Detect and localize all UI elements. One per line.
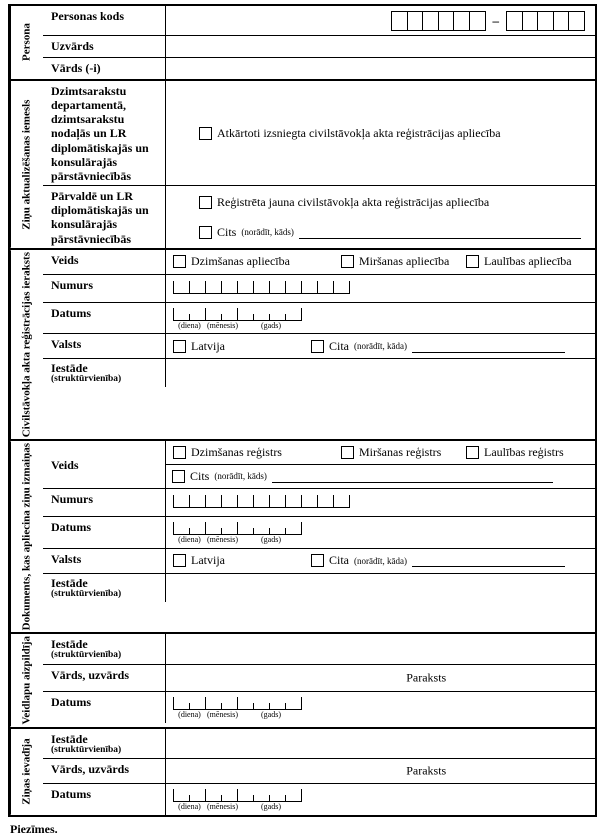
checkbox-icon[interactable]: [311, 340, 324, 353]
checkbox-mirsanas-aplieciba[interactable]: [341, 254, 466, 269]
form-table: [8, 4, 597, 817]
kods-group-1[interactable]: [391, 11, 486, 31]
iemesls-row2-label: Pārvaldē un LR diplomātiskajās un konsulārajās pārstāvniecībās: [43, 186, 166, 248]
ievadija-iestade-field[interactable]: [166, 729, 595, 758]
row-aizpildija-iestade: [43, 634, 595, 664]
section-iemesls-body: [43, 81, 595, 248]
date-comb-cells[interactable]: [173, 308, 302, 321]
dokuments-veids-options-line: [166, 441, 595, 464]
dokuments-veids-options: [172, 445, 589, 460]
iestade-sub-label: (struktūrvienība): [51, 745, 122, 756]
checkbox-icon[interactable]: [311, 554, 324, 567]
row-ievadija-iestade: [43, 729, 595, 758]
akts-numurs-label: Numurs: [43, 275, 166, 302]
dokuments-iestade-label: [43, 574, 166, 602]
menesis-label: (mēnesis): [206, 802, 239, 811]
notes-label: Piezīmes.: [10, 821, 58, 836]
row-ievadija-datums: [43, 783, 595, 815]
iemesls-row2-field: [166, 186, 595, 248]
date-comb-labels: [173, 802, 305, 812]
checkbox-cits-dokuments[interactable]: [172, 469, 267, 484]
dokuments-datums-field: [166, 517, 595, 548]
row-dokuments-veids: [43, 441, 595, 488]
kods-digit-box[interactable]: [422, 11, 439, 31]
checkbox-dzimsanas-registrs[interactable]: [173, 445, 341, 460]
checkbox-label: Cita: [329, 338, 349, 353]
checkbox-icon[interactable]: [199, 226, 212, 239]
section-iemesls-title: Ziņu aktualizēšanas iemesls: [10, 81, 43, 248]
date-comb-input[interactable]: [173, 522, 305, 545]
checkbox-registreta-jauna[interactable]: [199, 195, 489, 210]
section-ievadija: [10, 727, 595, 815]
iestade-main-label: Iestāde: [51, 361, 88, 376]
diena-label: (diena): [178, 320, 201, 330]
checkbox-icon[interactable]: [341, 446, 354, 459]
kods-digit-box[interactable]: [391, 11, 408, 31]
checkbox-label: Cits: [190, 468, 210, 483]
menesis-label: (mēnesis): [206, 534, 239, 544]
row-dokuments-valsts: [43, 548, 595, 573]
aizpildija-datums-field: [166, 692, 595, 723]
checkbox-label: Laulības apliecība: [484, 254, 572, 269]
uzvards-label: Uzvārds: [43, 36, 166, 57]
section-ievadija-title: Ziņas ievadīja: [10, 729, 43, 815]
diena-label: (diena): [178, 802, 201, 811]
section-dokuments-title: Dokuments, kas apliecina ziņu izmaiņas: [10, 441, 43, 632]
checkbox-icon[interactable]: [466, 446, 479, 459]
akts-datums-label: Datums: [43, 303, 166, 334]
checkbox-dzimsanas-aplieciba[interactable]: [173, 254, 341, 269]
menesis-label: (mēnesis): [206, 710, 239, 720]
kods-digit-box[interactable]: [522, 11, 539, 31]
checkbox-icon[interactable]: [173, 255, 186, 268]
cits-hint: (norādīt, kāds): [241, 227, 294, 238]
iemesls-cits-line: [166, 218, 595, 246]
date-comb-cells[interactable]: [173, 522, 302, 535]
iestade-sub-label: (struktūrvienība): [51, 374, 122, 385]
dokuments-numurs-label: Numurs: [43, 489, 166, 516]
checkbox-icon[interactable]: [199, 196, 212, 209]
akts-datums-field: [166, 303, 595, 334]
checkbox-label: Miršanas apliecība: [359, 254, 450, 269]
iestade-main-label: Iestāde: [51, 731, 88, 746]
section-ievadija-body: [43, 729, 595, 815]
section-dokuments-body: [43, 441, 595, 632]
date-comb-labels: [173, 710, 305, 720]
dokuments-veids-field: [166, 441, 595, 488]
section-persona: [10, 6, 595, 79]
akts-veids-options: [172, 254, 589, 269]
gads-label: (gads): [261, 534, 281, 544]
date-comb-input[interactable]: [173, 789, 305, 812]
aizpildija-vards-label: Vārds, uzvārds: [43, 665, 166, 691]
gads-label: (gads): [261, 710, 281, 720]
personas-kods-input[interactable]: [391, 11, 585, 31]
kods-digit-box[interactable]: [453, 11, 470, 31]
iestade-main-label: Iestāde: [51, 637, 88, 652]
checkbox-latvija[interactable]: [173, 553, 311, 568]
iestade-main-label: Iestāde: [51, 575, 88, 590]
section-persona-title: Persona: [10, 6, 43, 79]
checkbox-latvija[interactable]: [173, 339, 311, 354]
dokuments-veids-label: [43, 441, 166, 488]
menesis-label: (mēnesis): [206, 320, 239, 330]
kods-separator: –: [492, 12, 499, 28]
row-akts-veids: [43, 250, 595, 274]
kods-digit-box[interactable]: [537, 11, 554, 31]
paraksts-label: Paraksts: [406, 670, 447, 685]
date-comb-cells[interactable]: [173, 697, 302, 710]
personas-kods-field[interactable]: [166, 6, 595, 35]
kods-digit-box[interactable]: [506, 11, 523, 31]
diena-label: (diena): [178, 534, 201, 544]
cita-fill-line[interactable]: [412, 340, 565, 353]
checkbox-label: Dzimšanas reģistrs: [191, 444, 282, 459]
ievadija-vards-field[interactable]: [166, 759, 595, 783]
row-uzvards: [43, 35, 595, 57]
akts-veids-field: [166, 250, 595, 274]
checkbox-label: Cits: [217, 224, 237, 239]
cits-hint: (norādīt, kāds): [214, 471, 267, 482]
ievadija-datums-label: Datums: [43, 784, 166, 815]
row-akts-numurs: [43, 274, 595, 302]
row-ievadija-vards: [43, 758, 595, 783]
checkbox-icon[interactable]: [199, 127, 212, 140]
kods-digit-box[interactable]: [553, 11, 570, 31]
checkbox-label: Atkārtoti izsniegta civilstāvokļa akta reģistrācijas apliecība: [217, 125, 501, 140]
aizpildija-iestade-field[interactable]: [166, 634, 595, 664]
kods-group-2[interactable]: [506, 11, 585, 31]
personas-kods-label: Personas kods: [43, 6, 166, 35]
date-comb-cells[interactable]: [173, 789, 302, 802]
kods-digit-box[interactable]: [407, 11, 424, 31]
numurs-comb-input[interactable]: [173, 281, 350, 294]
cita-hint: (norādīt, kāda): [354, 555, 407, 566]
row-vards: [43, 57, 595, 79]
cits-fill-line[interactable]: [299, 226, 581, 239]
dokuments-numurs-field: [166, 489, 595, 516]
aizpildija-vards-field[interactable]: [166, 665, 595, 691]
checkbox-atkartoti-izsniegta[interactable]: [199, 126, 501, 141]
akts-valsts-label: Valsts: [43, 334, 166, 358]
checkbox-icon[interactable]: [172, 470, 185, 483]
iemesls-row1-label: Dzimtsarakstu departamentā, dzimtsarakstu nodaļās un LR diplomātiskajās un konsulārajās pārstāvniecībās: [43, 81, 166, 185]
date-comb-input[interactable]: [173, 697, 305, 720]
veids-label-text: Veids: [51, 457, 79, 472]
akts-iestade-label: [43, 359, 166, 387]
row-akts-valsts: [43, 333, 595, 358]
section-aizpildija-body: [43, 634, 595, 727]
date-comb-labels: [173, 535, 305, 545]
gads-label: (gads): [261, 320, 281, 330]
row-personas-kods: [43, 6, 595, 35]
cits-fill-line[interactable]: [272, 470, 553, 483]
section-akts: [10, 248, 595, 439]
vards-label: Vārds (-i): [43, 58, 166, 79]
kods-digit-box[interactable]: [469, 11, 486, 31]
date-comb-labels: [173, 321, 305, 331]
checkbox-label: Reģistrēta jauna civilstāvokļa akta reģistrācijas apliecība: [217, 194, 490, 209]
row-akts-datums: [43, 302, 595, 334]
dokuments-valsts-label: Valsts: [43, 549, 166, 573]
akts-iestade-field[interactable]: [166, 359, 595, 387]
iestade-sub-label: (struktūrvienība): [51, 650, 122, 661]
section-aizpildija-title: Veidlapu aizpildīja: [10, 634, 43, 727]
iemesls-registreta-line: [166, 186, 595, 218]
checkbox-label: Cita: [329, 553, 349, 568]
dokuments-valsts-field: [166, 549, 595, 573]
checkbox-label: Dzimšanas apliecība: [191, 254, 290, 269]
section-akts-title: Civilstāvokļa akta reģistrācijas ieraksts: [10, 250, 43, 439]
section-persona-body: [43, 6, 595, 79]
checkbox-icon[interactable]: [173, 446, 186, 459]
checkbox-laulibas-aplieciba[interactable]: [466, 254, 589, 269]
checkbox-icon[interactable]: [341, 255, 354, 268]
akts-veids-label: Veids: [43, 250, 166, 274]
iestade-sub-label: (struktūrvienība): [51, 588, 122, 599]
akts-valsts-options: [172, 339, 589, 354]
section-aizpildija: [10, 632, 595, 727]
row-dokuments-datums: [43, 516, 595, 548]
dokuments-cits-line: [166, 464, 595, 488]
checkbox-mirsanas-registrs[interactable]: [341, 445, 466, 460]
iemesls-row1-field: [166, 81, 595, 185]
ievadija-datums-field: [166, 784, 595, 815]
aizpildija-datums-label: Datums: [43, 692, 166, 723]
checkbox-icon[interactable]: [173, 340, 186, 353]
gads-label: (gads): [261, 802, 281, 811]
dokuments-valsts-options: [172, 553, 589, 568]
date-comb-input[interactable]: [173, 308, 305, 331]
cita-fill-line[interactable]: [412, 554, 565, 567]
akts-valsts-field: [166, 334, 595, 358]
row-aizpildija-datums: [43, 691, 595, 723]
row-akts-iestade: [43, 358, 595, 387]
cita-hint: (norādīt, kāda): [354, 341, 407, 352]
checkbox-cits-iemesls[interactable]: [199, 225, 294, 240]
checkbox-label: Latvija: [191, 553, 225, 568]
row-dokuments-iestade: [43, 573, 595, 602]
ievadija-vards-label: Vārds, uzvārds: [43, 759, 166, 783]
akts-numurs-field: [166, 275, 595, 302]
diena-label: (diena): [178, 710, 201, 720]
kods-digit-box[interactable]: [438, 11, 455, 31]
aizpildija-iestade-label: [43, 634, 166, 664]
checkbox-laulibas-registrs[interactable]: [466, 445, 589, 460]
kods-digit-box[interactable]: [568, 11, 585, 31]
checkbox-cita-valsts[interactable]: [311, 339, 407, 354]
vards-field[interactable]: [166, 58, 595, 79]
row-iemesls-parvalde: [43, 185, 595, 248]
checkbox-icon[interactable]: [466, 255, 479, 268]
row-dokuments-numurs: [43, 488, 595, 516]
uzvards-field[interactable]: [166, 36, 595, 57]
checkbox-label: Miršanas reģistrs: [359, 444, 442, 459]
section-iemesls: [10, 79, 595, 248]
checkbox-icon[interactable]: [173, 554, 186, 567]
checkbox-label: Latvija: [191, 338, 225, 353]
section-dokuments: [10, 439, 595, 632]
checkbox-label: Laulības reģistrs: [484, 444, 564, 459]
row-iemesls-dzimtsarakstu: [43, 81, 595, 185]
checkbox-cita-valsts[interactable]: [311, 553, 407, 568]
dokuments-datums-label: Datums: [43, 517, 166, 548]
section-akts-body: [43, 250, 595, 439]
numurs-comb-input[interactable]: [173, 495, 350, 508]
ievadija-iestade-label: [43, 729, 166, 758]
paraksts-label: Paraksts: [406, 763, 447, 778]
dokuments-iestade-field[interactable]: [166, 574, 595, 602]
